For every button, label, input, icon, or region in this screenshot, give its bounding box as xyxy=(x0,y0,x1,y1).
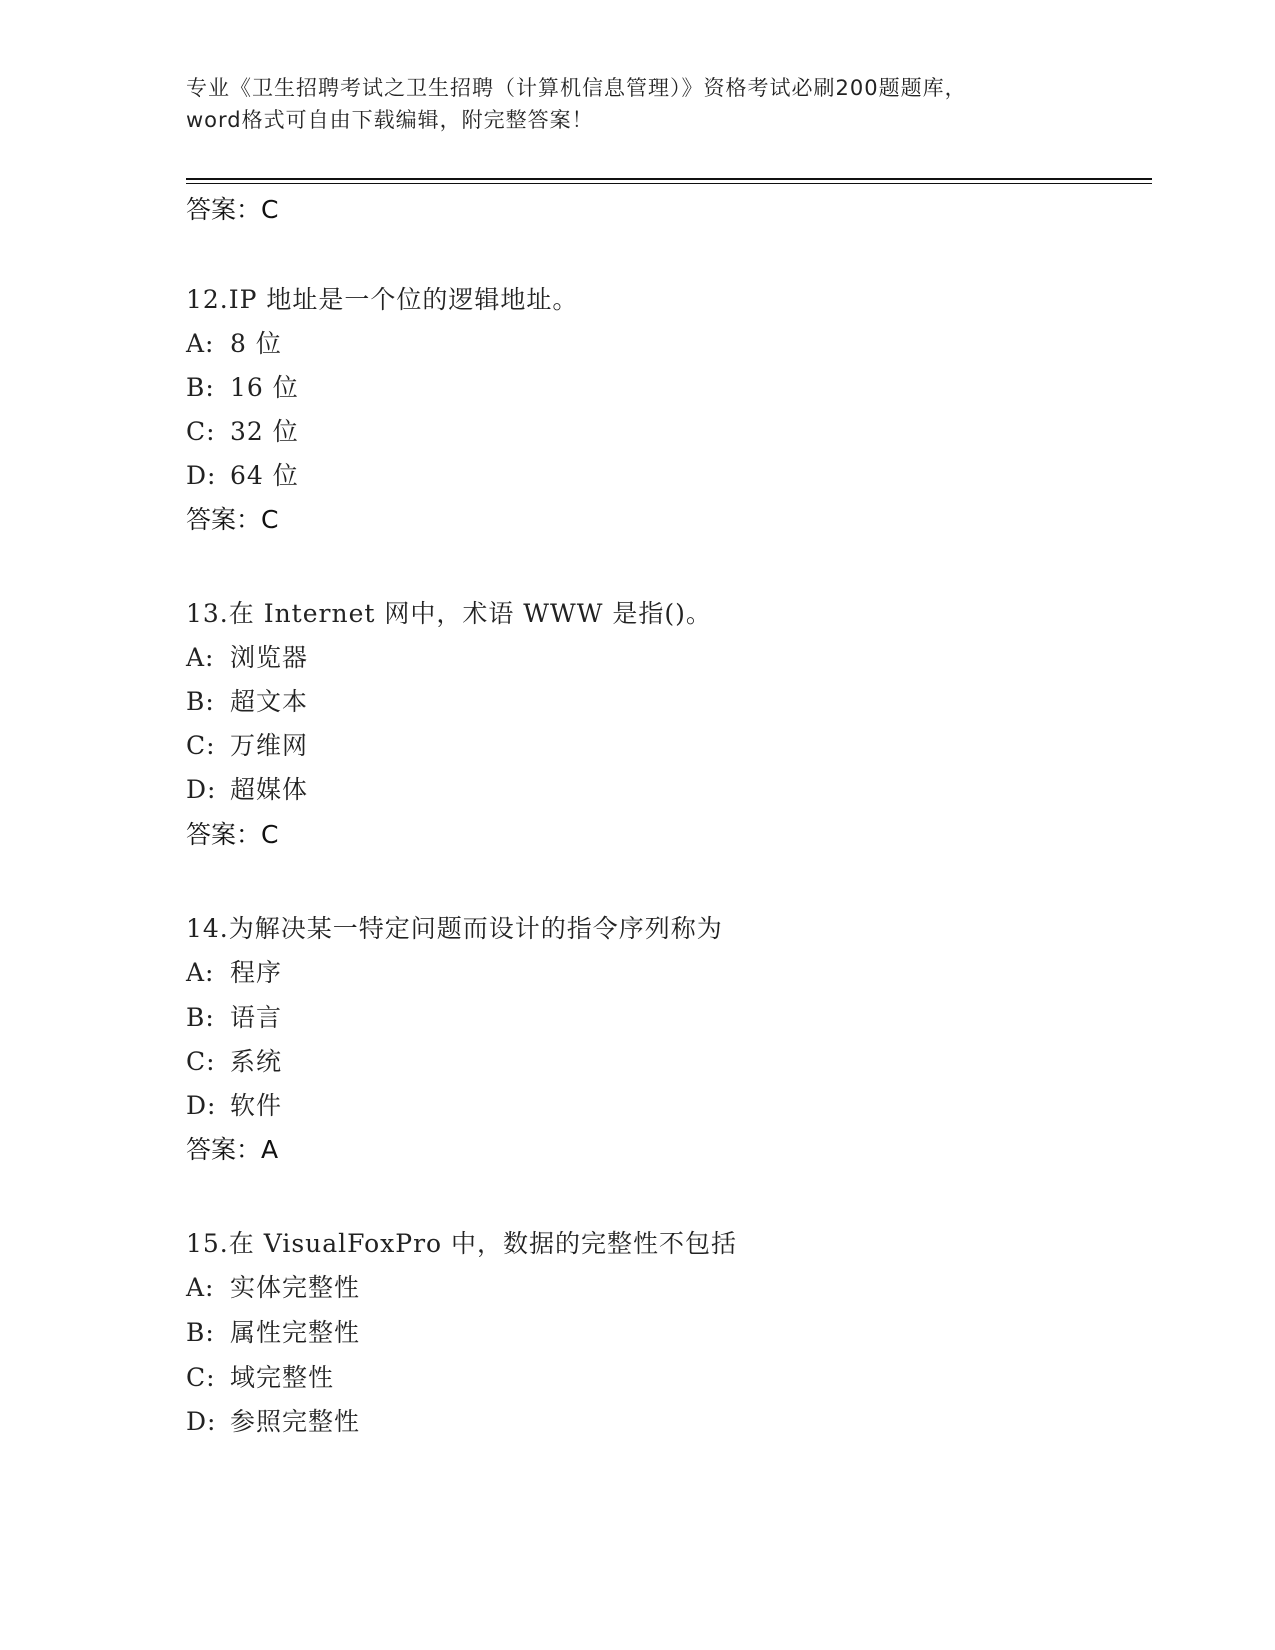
answer-line: 答案：C xyxy=(186,505,279,534)
option-text: 16 位 xyxy=(230,373,299,402)
option-key: A: xyxy=(186,329,215,358)
option-c xyxy=(186,415,299,449)
option-a xyxy=(186,1271,360,1305)
option-b xyxy=(186,1001,282,1035)
answer-line: 答案：C xyxy=(186,820,279,849)
option-text: 属性完整性 xyxy=(230,1318,361,1347)
option-d xyxy=(186,459,299,493)
option-text: 软件 xyxy=(230,1091,283,1120)
option-key: A: xyxy=(186,1273,215,1302)
option-text: 32 位 xyxy=(230,417,299,446)
option-b xyxy=(186,371,299,405)
option-c xyxy=(186,1361,334,1395)
option-key: A: xyxy=(186,643,215,672)
header-rule-thin xyxy=(186,183,1152,184)
option-d xyxy=(186,1089,282,1123)
option-key: B: xyxy=(186,1003,215,1032)
option-text: 8 位 xyxy=(230,329,282,358)
option-b xyxy=(186,685,308,719)
option-text: 域完整性 xyxy=(230,1363,335,1392)
option-text: 64 位 xyxy=(230,461,299,490)
question-stem: 13.在 Internet 网中，术语 WWW 是指()。 xyxy=(186,599,712,628)
option-text: 参照完整性 xyxy=(230,1407,361,1436)
question-stem: 12.IP 地址是一个位的逻辑地址。 xyxy=(186,285,579,314)
option-text: 语言 xyxy=(230,1003,283,1032)
option-key: D: xyxy=(186,1091,217,1120)
option-key: C: xyxy=(186,1363,216,1392)
option-text: 超文本 xyxy=(230,687,309,716)
option-a xyxy=(186,956,282,990)
option-text: 万维网 xyxy=(230,731,309,760)
option-key: A: xyxy=(186,958,215,987)
option-key: D: xyxy=(186,1407,217,1436)
option-key: C: xyxy=(186,1047,216,1076)
option-key: D: xyxy=(186,461,217,490)
option-c xyxy=(186,1045,282,1079)
option-text: 超媒体 xyxy=(230,775,309,804)
option-b xyxy=(186,1316,360,1350)
option-key: B: xyxy=(186,1318,215,1347)
option-key: C: xyxy=(186,417,216,446)
option-text: 实体完整性 xyxy=(230,1273,361,1302)
option-text: 程序 xyxy=(230,958,283,987)
option-d xyxy=(186,1405,360,1439)
option-c xyxy=(186,729,308,763)
option-text: 系统 xyxy=(230,1047,283,1076)
option-a xyxy=(186,327,282,361)
option-a xyxy=(186,641,308,675)
header-line-1: 专业《卫生招聘考试之卫生招聘（计算机信息管理）》资格考试必刷200题题库， xyxy=(186,76,967,100)
option-key: D: xyxy=(186,775,217,804)
option-d xyxy=(186,773,308,807)
header-rule-thick xyxy=(186,178,1152,180)
document-header xyxy=(186,72,1086,136)
question-stem: 14.为解决某一特定问题而设计的指令序列称为 xyxy=(186,914,723,943)
previous-answer: 答案：C xyxy=(186,195,279,224)
option-text: 浏览器 xyxy=(230,643,309,672)
question-stem: 15.在 VisualFoxPro 中，数据的完整性不包括 xyxy=(186,1229,738,1258)
option-key: C: xyxy=(186,731,216,760)
option-key: B: xyxy=(186,373,215,402)
option-key: B: xyxy=(186,687,215,716)
answer-line: 答案：A xyxy=(186,1135,279,1164)
header-line-2: word格式可自由下载编辑，附完整答案！ xyxy=(186,108,594,132)
